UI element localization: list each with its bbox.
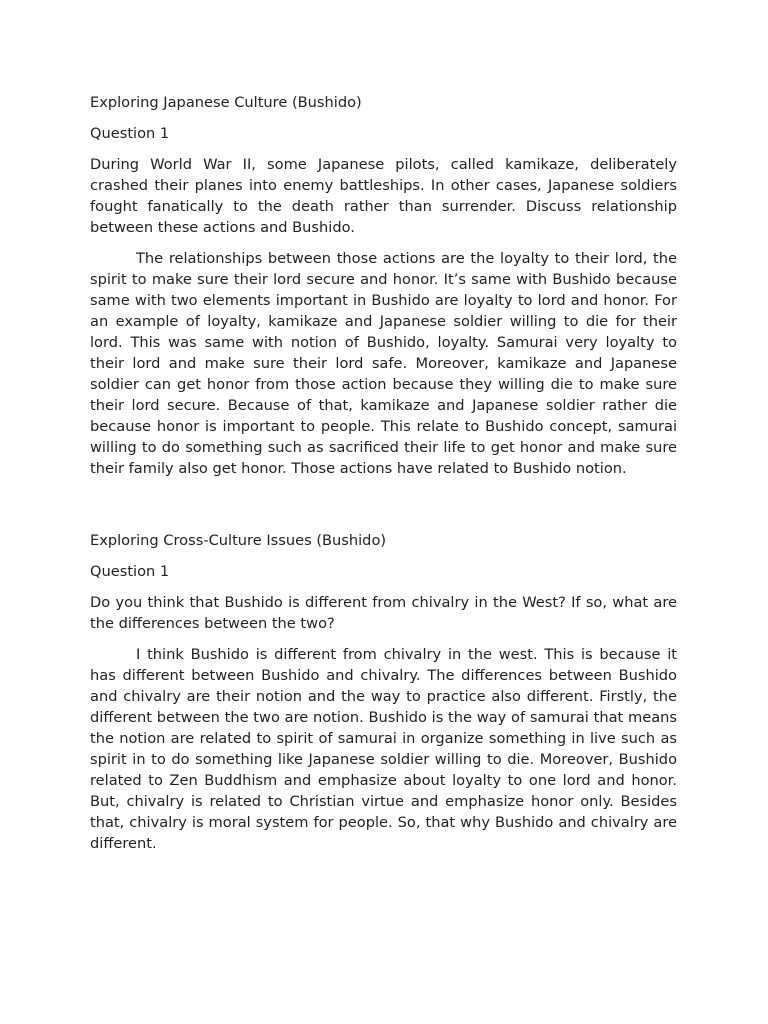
section-japanese-culture: [90, 92, 677, 479]
section-heading: Exploring Cross-Culture Issues (Bushido): [90, 532, 387, 549]
answer-text: The relationships between those actions are the loyalty to their lord, the spirit to make sure their lord secure and honor. It’s same with Bushido because same with two elements important in Bushido are loyalty to lord and honor. For an example of loyalty, kamikaze and Japanese soldier willing to die for their lord. This was same with notion of Bushido, loyalty. Samurai very loyalty to their lord and make sure their lord safe. Moreover, kamikaze and Japanese soldier can get honor from those action because they willing die to make sure their lord secure. Because of that, kamikaze and Japanese soldier rather die because honor is important to people. This relate to Bushido concept, samurai willing to do something such as sacrificed their life to get honor and make sure their family also get honor. Those actions have related to Bushido notion.: [90, 250, 677, 477]
section-heading: Exploring Japanese Culture (Bushido): [90, 94, 362, 111]
document-body: [90, 92, 677, 864]
section-spacer: [90, 489, 677, 530]
question-label: Question 1: [90, 125, 170, 142]
answer-text: I think Bushido is different from chivalry in the west. This is because it has different between Bushido and chivalry. The differences between Bushido and chivalry are their notion and the way to practice also different. Firstly, the different between the two are notion. Bushido is the way of samurai that means the notion are related to spirit of samurai in organize something in live such as spirit in to do something like Japanese soldier willing to die. Moreover, Bushido related to Zen Buddhism and emphasize about loyalty to one lord and honor. But, chivalry is related to Christian virtue and emphasize honor only. Besides that, chivalry is moral system for people. So, that why Bushido and chivalry are different.: [90, 646, 677, 852]
question-text: During World War II, some Japanese pilots, called kamikaze, deliberately crashed their planes into enemy battleships. In other cases, Japanese soldiers fought fanatically to the death rather than surrender. Discuss relationship between these actions and Bushido.: [90, 156, 677, 236]
question-text: Do you think that Bushido is different from chivalry in the West? If so, what are the differences between the two?: [90, 594, 677, 632]
section-cross-culture: [90, 530, 677, 854]
question-label: Question 1: [90, 563, 170, 580]
